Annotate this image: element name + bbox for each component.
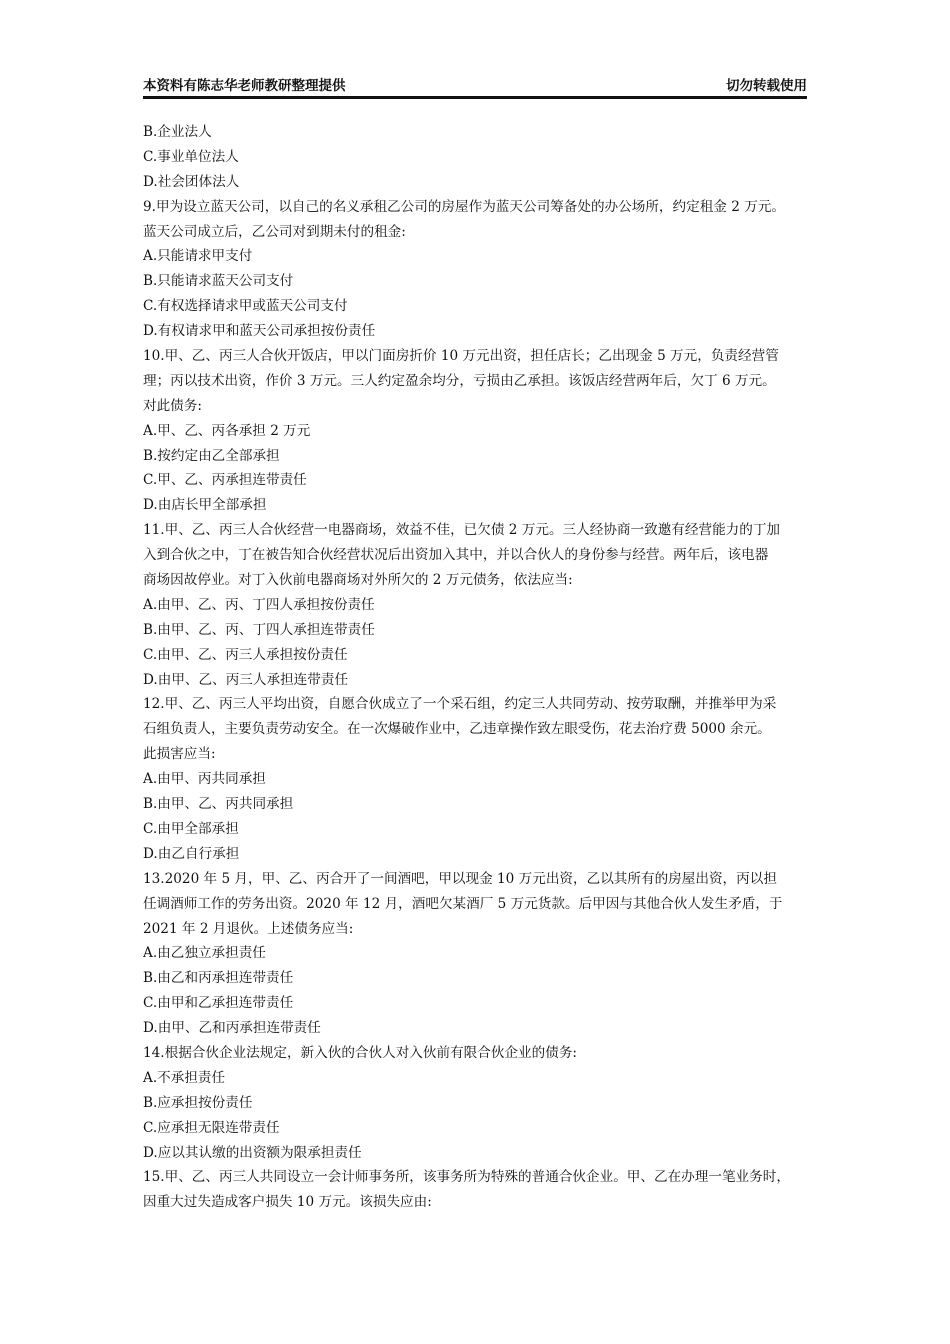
text-line: B.应承担按份责任 <box>143 1094 253 1111</box>
text-line: A.只能请求甲支付 <box>143 248 253 265</box>
text-line: 任调酒师工作的劳务出资。2020 年 12 月，酒吧欠某酒厂 5 万元货款。后甲因与其他合伙人发生矛盾，于 <box>143 895 783 912</box>
text-line: A.由乙独立承担责任 <box>143 945 266 962</box>
header-left-text: 本资料有陈志华老师教研整理提供 <box>143 78 346 94</box>
text-line: A.不承担责任 <box>143 1069 226 1086</box>
document-body <box>143 120 807 1215</box>
text-line: D.由甲、乙、丙三人承担连带责任 <box>143 671 349 688</box>
text-line: A.由甲、乙、丙、丁四人承担按份责任 <box>143 596 375 613</box>
text-line: B.只能请求蓝天公司支付 <box>143 273 294 290</box>
text-line: C.由甲和乙承担连带责任 <box>143 995 294 1012</box>
text-line: 10.甲、乙、丙三人合伙开饭店，甲以门面房折价 10 万元出资，担任店长；乙出现金 5 万元，负责经营管 <box>143 348 779 365</box>
text-line: 商场因故停业。对丁入伙前电器商场对外所欠的 2 万元债务，依法应当: <box>143 572 573 589</box>
text-line: B.企业法人 <box>143 124 212 140</box>
text-line: A.由甲、丙共同承担 <box>143 771 266 788</box>
text-line: B.由乙和丙承担连带责任 <box>143 970 294 987</box>
text-line: C.由甲、乙、丙三人承担按份责任 <box>143 646 348 663</box>
text-line: 对此债务: <box>143 397 202 414</box>
text-line: D.由甲、乙和丙承担连带责任 <box>143 1020 321 1037</box>
text-line: D.社会团体法人 <box>143 173 240 190</box>
text-line: D.由店长甲全部承担 <box>143 497 267 514</box>
text-line: D.有权请求甲和蓝天公司承担按份责任 <box>143 323 376 340</box>
text-line: 此损害应当: <box>143 746 216 763</box>
text-line: 入到合伙之中，丁在被告知合伙经营状况后出资加入其中，并以合伙人的身份参与经营。两年后，该电器 <box>143 547 769 564</box>
text-line: 石组负责人，主要负责劳动安全。在一次爆破作业中，乙违章操作致左眼受伤，花去治疗费 5000 余元。 <box>143 721 771 738</box>
text-line: C.事业单位法人 <box>143 148 239 165</box>
text-line: 2021 年 2 月退伙。上述债务应当: <box>143 920 354 937</box>
text-line: A.甲、乙、丙各承担 2 万元 <box>143 422 311 439</box>
text-line: C.甲、乙、丙承担连带责任 <box>143 472 307 489</box>
text-line: B.由甲、乙、丙、丁四人承担连带责任 <box>143 621 375 638</box>
header-right-text: 切勿转载使用 <box>726 78 807 94</box>
text-line: 15.甲、乙、丙三人共同设立一会计师事务所，该事务所为特殊的普通合伙企业。甲、乙在办理一笔业务时， <box>143 1169 790 1186</box>
text-line: C.由甲全部承担 <box>143 820 239 837</box>
text-line: 11.甲、乙、丙三人合伙经营一电器商场，效益不佳，已欠债 2 万元。三人经协商一致邀有经营能力的丁加 <box>143 522 781 539</box>
text-line: B.按约定由乙全部承担 <box>143 447 280 464</box>
text-line: 蓝天公司成立后，乙公司对到期未付的租金: <box>143 223 406 240</box>
text-line: 9.甲为设立蓝天公司，以自己的名义承租乙公司的房屋作为蓝天公司筹备处的办公场所，约定租金 2 万元。 <box>143 198 785 215</box>
header-rule <box>143 96 807 99</box>
text-line: 理；丙以技术出资，作价 3 万元。三人约定盈余均分，亏损由乙承担。该饭店经营两年后，欠丁 6 万元。 <box>143 372 776 389</box>
text-line: 14.根据合伙企业法规定，新入伙的合伙人对入伙前有限合伙企业的债务: <box>143 1044 578 1061</box>
text-line: 12.甲、乙、丙三人平均出资，自愿合伙成立了一个采石组，约定三人共同劳动、按劳取酬，并推举甲为采 <box>143 696 777 713</box>
text-line: C.有权选择请求甲或蓝天公司支付 <box>143 298 348 315</box>
text-line: D.由乙自行承担 <box>143 845 240 862</box>
text-line: B.由甲、乙、丙共同承担 <box>143 796 294 813</box>
page-header <box>143 72 807 94</box>
text-line: D.应以其认缴的出资额为限承担责任 <box>143 1144 362 1161</box>
text-line: 因重大过失造成客户损失 10 万元。该损失应由: <box>143 1194 432 1211</box>
text-line: 13.2020 年 5 月，甲、乙、丙合开了一间酒吧，甲以现金 10 万元出资，乙以其所有的房屋出资，丙以担 <box>143 870 777 887</box>
text-line: C.应承担无限连带责任 <box>143 1119 280 1136</box>
